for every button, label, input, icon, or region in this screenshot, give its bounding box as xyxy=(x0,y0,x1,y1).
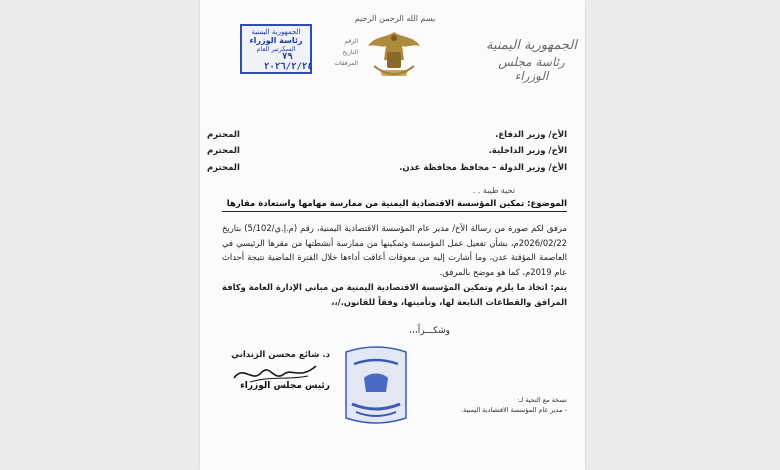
letter-page xyxy=(200,0,585,470)
addressee-name: الأخ/ وزير الدفاع. xyxy=(495,130,567,140)
signatory-title: رئيس مجلس الوزراء xyxy=(240,381,330,391)
stamp-attach-label: المرفقات xyxy=(334,60,358,67)
addressee-row xyxy=(207,146,567,156)
addressee-honorific: المحترم xyxy=(207,130,240,140)
addressee-row xyxy=(207,130,567,140)
addressee-name: الأخ/ وزير الدولة – محافظ محافظة عدن. xyxy=(399,163,567,173)
stamp-date-label: التاريخ xyxy=(342,49,358,56)
stamp-labels xyxy=(312,38,358,71)
stamp-date-handwritten: ٢٠٢٦/٢/٢٤ xyxy=(264,62,313,72)
org-country: الجمهورية اليمنية xyxy=(485,38,577,53)
copy-to-block xyxy=(417,395,567,415)
addressee-honorific: المحترم xyxy=(207,146,240,156)
addressee-row xyxy=(207,163,567,173)
org-office: رئاسة مجلس الوزراء xyxy=(498,55,565,83)
stamp-line1: الجمهورية اليمنية xyxy=(251,28,301,36)
registry-stamp xyxy=(234,14,358,94)
stamp-ref-label: الرقم xyxy=(344,38,358,45)
org-header xyxy=(484,38,579,83)
closing-thanks: وشكـــراً،،، xyxy=(409,326,450,336)
body-directive: يتم: اتخاذ ما يلزم وتمكين المؤسسة الاقتصادية اليمنية من مباني الإدارة العامة وكافة المرافق والقطاعات التابعة لها، وتأمينها، وفقاً للقانون./،، xyxy=(222,282,567,307)
signatory-name: د. شائع محسن الزنداني xyxy=(231,350,330,360)
greeting: تحية طيبة . . xyxy=(472,186,515,195)
body-paragraph: مرفق لكم صورة من رسالة الأخ/ مدير عام المؤسسة الاقتصادية اليمنية، رقم (م.إ.ي/5/102) بتاريخ 2026/02/22م، بشأن تفعيل عمل المؤسسة وتمكينها من ممارسة أنشطتها من مقرها الرئيسي في العاصمة المؤقتة عدن، وما أشارت إليه من معوقات أعاقت أداءها خلال الفترة الماضية نتيجة أحداث عام 2019م، كما هو موضح بالمرفق. xyxy=(222,223,568,277)
eagle-emblem-icon xyxy=(366,26,422,84)
official-seal-icon xyxy=(340,342,412,428)
basmala: بسم الله الرحمن الرحيم xyxy=(354,14,436,23)
addressee-name: الأخ/ وزير الداخلية. xyxy=(488,146,567,156)
addressee-honorific: المحترم xyxy=(207,163,240,173)
cc-heading: نسخة مع التحية لـ: xyxy=(517,396,567,404)
cc-recipient: - مدير عام المؤسسة الاقتصادية اليمنية. xyxy=(461,406,567,414)
stamp-ref-handwritten: ٧٩ xyxy=(282,52,293,62)
stamp-line2: رئاسة الوزراء xyxy=(249,36,303,45)
subject-line: الموضوع: تمكين المؤسسة الاقتصادية اليمنية من ممارسة مهامها واستعادة مقارها xyxy=(222,199,567,212)
letter-body xyxy=(222,221,567,310)
stamp-line3: السكرتير العام xyxy=(256,45,296,53)
